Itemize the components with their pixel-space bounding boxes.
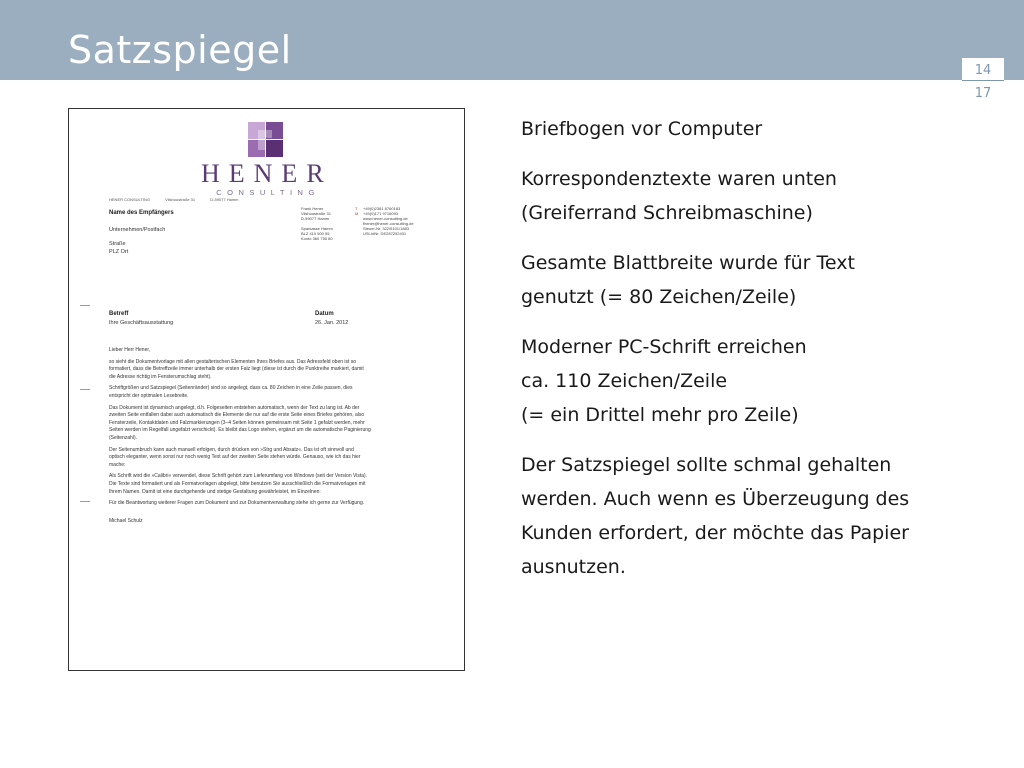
contact-right-line: +49(0)171 9716093 — [363, 211, 399, 216]
note-paragraph — [521, 162, 991, 230]
letter-paragraph: Für die Beantwortung weiterer Fragen zum Dokument und zur Dokumentverwaltung stehe ich gerne zur Verfügung. — [109, 500, 365, 507]
contact-left — [301, 206, 333, 241]
contact-right-line: +49(0)2381 8760183 — [363, 206, 401, 211]
contact-left-line: Konto 360 755 80 — [301, 236, 333, 241]
logo-name: HENER — [201, 159, 333, 188]
page-current: 14 — [962, 58, 1004, 81]
subject-text: Ihre Geschäftsausstattung — [109, 320, 174, 326]
title-bar — [0, 0, 1024, 80]
note-line: Der Satzspiegel sollte schmal gehalten — [521, 454, 892, 476]
contact-markers — [355, 206, 358, 216]
notes-list — [521, 112, 991, 600]
logo-subtitle: CONSULTING — [216, 188, 320, 197]
sender-city: D-59077 Hamm — [210, 197, 239, 202]
contact-left-line: Sparkasse Hamm — [301, 226, 333, 231]
fold-mark — [80, 389, 90, 390]
page-total: 17 — [974, 86, 992, 101]
date-text: 26. Jan. 2012 — [315, 320, 349, 326]
contact-right — [363, 206, 414, 236]
logo-mark-icon — [248, 122, 283, 157]
contact-right-line: fhener@hener-consulting.de — [363, 221, 414, 226]
letter-paragraph: so sieht die Dokumentvorlage mit allen gestalterischen Elementen Ihres Briefes aus. Das Adressfeld oben ist so formatiert, dass die Betreffzeile immer unterhalb der ersten Falz liegt (diese ist durch die Punktreihe markiert, damit die Adresse richtig im Fensterumschlag steht). — [109, 358, 364, 380]
fold-mark — [80, 501, 90, 502]
salutation: Lieber Herr Hener, — [109, 347, 151, 353]
letter-paragraph: Schriftgrößen und Satzspiegel (Seitenränder) sind so angelegt, dass ca. 80 Zeichen in eine Zeile passen, dies entspricht der optimalen Lesebreite. — [109, 385, 353, 399]
letter-paragraph: Das Dokument ist dynamisch angelegt, d.h. Folgeseiten entstehen automatisch, wenn der Text zu lang ist. Ab der zweiten Seite entfallen dabei auch automatisch die Elemente die nur auf die erste Seite eines Briefes gehören, also Fensterzeile, Kontaktdaten und Falzmarkierungen (3–4 Seiten können gemeinsam mit Seite 1 gefalzt werden, mehr Seiten werden im Regelfall ungefalzt verschickt). Es bleibt das Logo stehen, ergänzt um die automatische Paginierung (Seitenzahl). — [109, 404, 371, 441]
contact-left-line: D-59077 Hamm — [301, 216, 330, 221]
note-line: ausnutzen. — [521, 556, 626, 578]
contact-right-line: www.hener-consulting.de — [363, 216, 408, 221]
note-paragraph — [521, 448, 991, 584]
signature: Michael Schulz — [109, 517, 143, 524]
sender-street: Vilshoustraße 31 — [165, 197, 196, 202]
note-line: Moderner PC-Schrift erreichen — [521, 336, 807, 358]
contact-left-line: Vilshoustraße 31 — [301, 211, 331, 216]
note-line: (= ein Drittel mehr pro Zeile) — [521, 404, 799, 426]
recipient-line: Unternehmen/Postfach — [109, 227, 166, 233]
note-line: (Greiferrand Schreibmaschine) — [521, 202, 813, 224]
note-paragraph — [521, 246, 991, 314]
page-counter — [962, 58, 1004, 101]
note-line: ca. 110 Zeichen/Zeile — [521, 370, 728, 392]
sender-company: HENER CONSULTING — [109, 197, 151, 202]
recipient-name: Name des Empfängers — [109, 210, 174, 216]
letter-paragraph: Der Seitenumbruch kann auch manuell erfolgen, durch drücken von »Strg und Absatz«. Das ist oft sinnvoll und optisch eleganter, wenn sonst nur noch wenig Text auf der zweiten Seite stehen würde. Genauso, wie ich das hier mache: — [109, 446, 361, 468]
note-line: Korrespondenztexte waren unten — [521, 168, 837, 190]
note-line: werden. Auch wenn es Überzeugung des — [521, 488, 910, 510]
recipient-line: PLZ Ort — [109, 249, 129, 255]
recipient-line: Straße — [109, 241, 126, 247]
letter-paragraph: Als Schrift wird die »Calibri« verwendet, diese Schrift gehört zum Lieferumfang von Windows (seit der Version Vista). Die Texte sind formatiert und als Formatvorlagen abgelegt, bitte benutzen Sie ausschließlich die Formatvorlagen mit Ihrem Namen. Damit ist eine durchgehende und stetige Gestaltung gewährleistet, im Einzelnen: — [109, 473, 368, 495]
contact-left-line: BLZ 410 500 95 — [301, 231, 330, 236]
letter-body — [109, 347, 371, 529]
note-line: Kunden erfordert, der möchte das Papier — [521, 522, 909, 544]
contact-left-line: Frank Hener — [301, 206, 324, 211]
subject-label: Betreff — [109, 311, 129, 317]
note-paragraph — [521, 112, 991, 146]
note-line: Gesamte Blattbreite wurde für Text — [521, 252, 855, 274]
fold-mark — [80, 305, 90, 306]
contact-right-line: Steuer-Nr. 322/5101/1883 — [363, 226, 410, 231]
contact-right-line: USt-IdNr. DE287252401 — [363, 231, 407, 236]
sender-line — [109, 197, 238, 202]
letter-thumbnail — [68, 108, 465, 671]
contact-marker: M — [355, 211, 359, 216]
note-line: genutzt (= 80 Zeichen/Zeile) — [521, 286, 797, 308]
date-label: Datum — [315, 311, 334, 317]
note-paragraph — [521, 330, 991, 432]
slide-title: Satzspiegel — [68, 28, 292, 72]
contact-marker: T — [355, 206, 358, 211]
note-line: Briefbogen vor Computer — [521, 118, 763, 140]
